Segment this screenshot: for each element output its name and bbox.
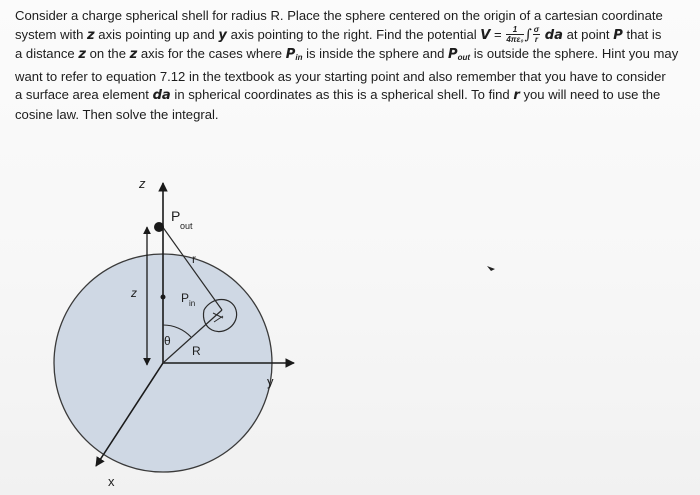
var-z-3: z — [129, 47, 138, 63]
equals-sign: = — [490, 26, 506, 42]
line3-text-d: is inside the sphere and — [302, 46, 449, 62]
var-P: P — [613, 27, 623, 43]
var-z-2: z — [78, 47, 86, 63]
line3-text-b: on the — [85, 46, 130, 62]
radius-R-label: R — [192, 344, 201, 358]
theta-label: θ — [164, 334, 171, 348]
frac-numerator: 1 — [506, 26, 523, 35]
line5-text-b: in spherical coordinates as this is a spherical shell. To find — [170, 87, 514, 103]
var-r: r — [513, 88, 520, 104]
var-da-2: da — [152, 88, 171, 104]
z-distance-label: z — [131, 286, 137, 300]
line3-text-c: axis for the cases where — [137, 46, 286, 62]
line2-text-d: at point — [562, 26, 614, 42]
cursor-icon — [487, 266, 495, 271]
y-axis-label: y — [267, 374, 274, 389]
line2-text-e: that is — [622, 26, 662, 42]
var-P-in: P — [285, 47, 296, 63]
line6-text: cosine law. Then solve the integral. — [15, 106, 219, 122]
p-in-point — [161, 295, 166, 300]
line3-text-a: a distance — [15, 46, 79, 62]
line2-text-c: axis pointing to the right. Find the potential — [226, 26, 481, 42]
line1-text: Consider a charge spherical shell for radius R. Place the sphere centered on the origin of a cartesian coordinate — [15, 8, 663, 23]
line5-text-c: you will need to use the — [519, 87, 661, 103]
p-in-subscript: in — [189, 299, 196, 308]
frac2-numerator: σ — [533, 25, 540, 35]
subscript-in: in — [295, 53, 303, 63]
integral-sign: ∫ — [524, 26, 532, 43]
line2-text-b: axis pointing up and — [94, 26, 219, 42]
subscript-out: out — [457, 53, 471, 63]
p-out-point — [154, 222, 164, 232]
var-V: V — [480, 27, 491, 43]
p-in-label: P — [181, 291, 190, 305]
x-axis-label: x — [108, 474, 115, 489]
line5-text-a: a surface area element — [15, 87, 153, 103]
r-label: r — [192, 252, 196, 266]
var-P-out: P — [448, 47, 458, 63]
p-out-label: P — [171, 208, 181, 224]
line4-text: want to refer to equation 7.12 in the textbook as your starting point and also remember that you have to consider — [15, 68, 666, 84]
var-z: z — [87, 27, 95, 43]
line2-text-a: system with — [15, 26, 88, 42]
frac-denominator: 4πε₀ — [506, 35, 524, 45]
var-y: y — [218, 27, 227, 43]
p-out-subscript: out — [180, 221, 193, 231]
frac2-denominator: r — [534, 35, 539, 45]
line3-text-e: is outside the sphere. Hint you may — [470, 46, 679, 62]
z-axis-label: z — [139, 176, 146, 191]
var-da: da — [544, 27, 563, 43]
